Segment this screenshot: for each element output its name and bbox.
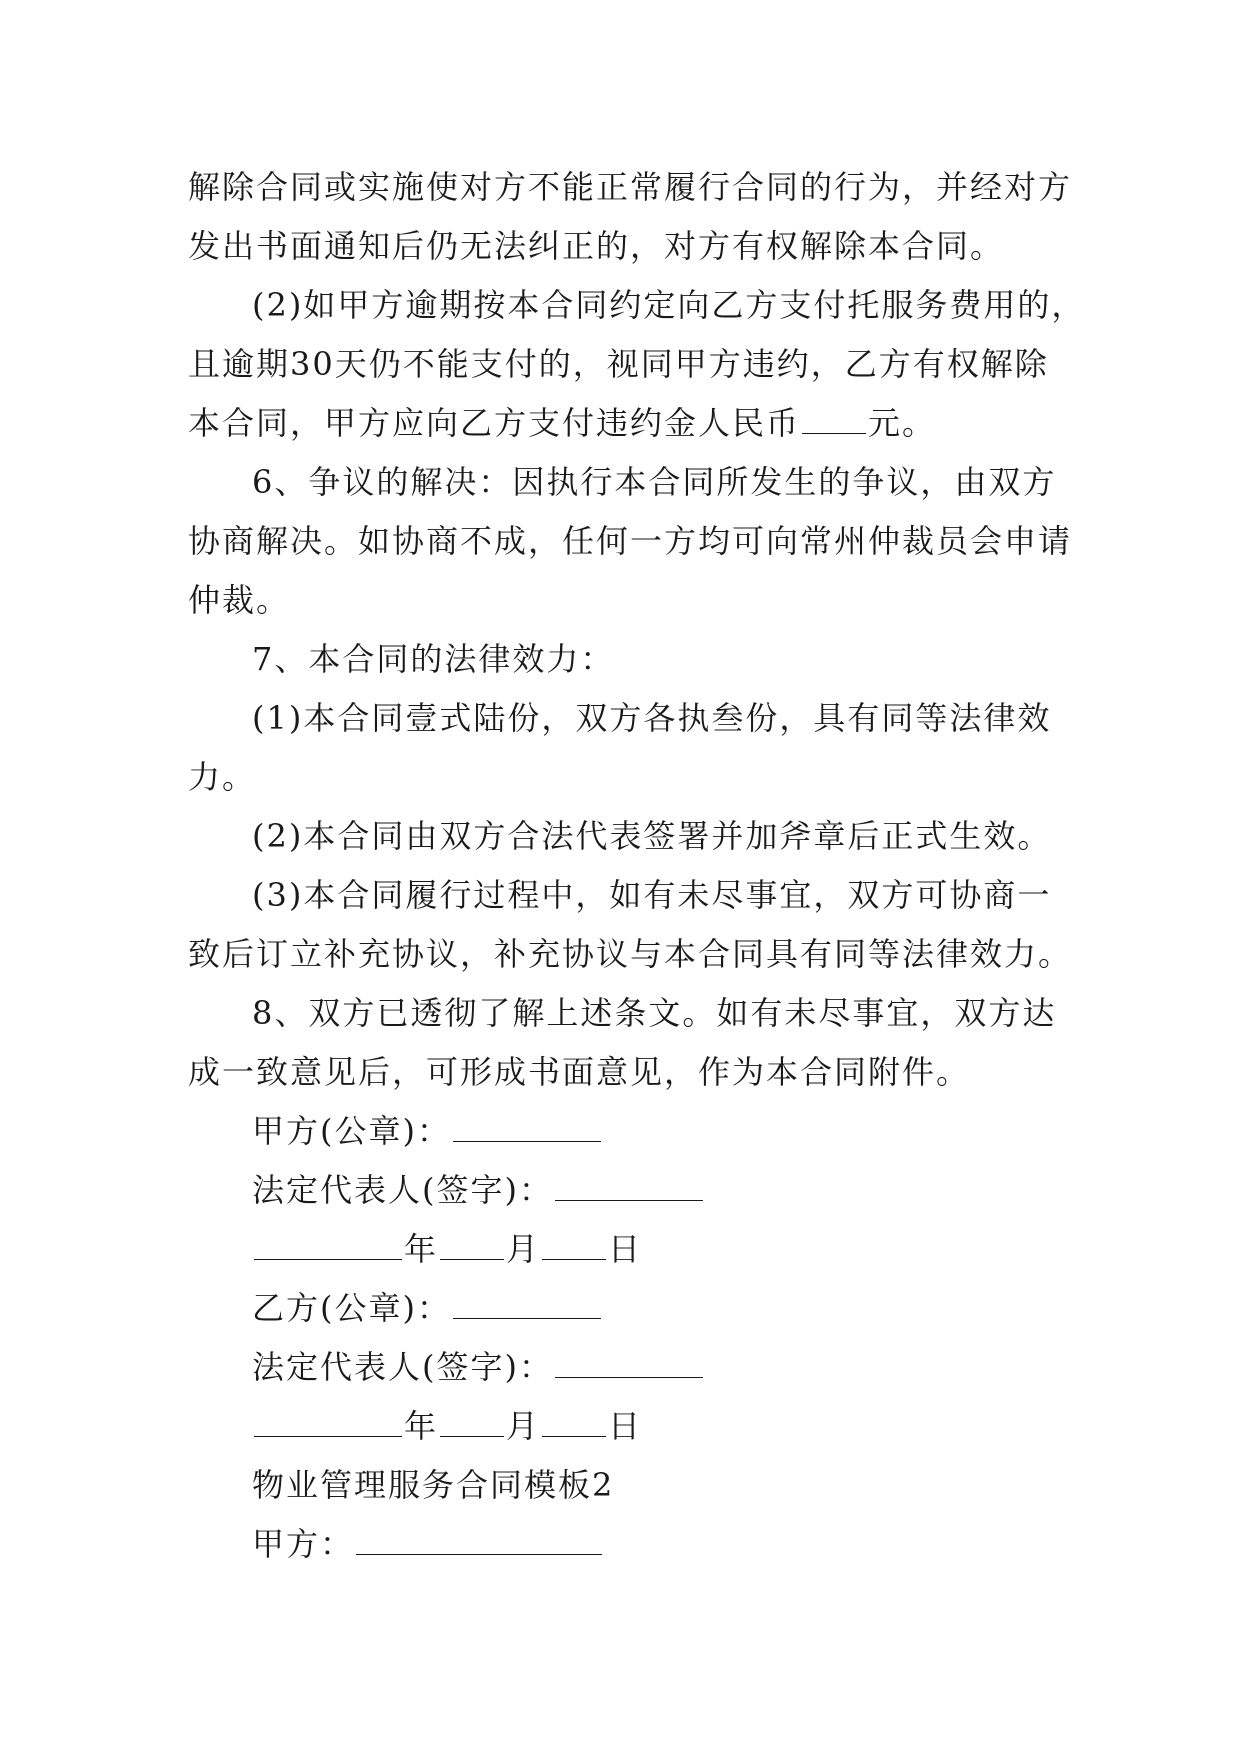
day-label: 日 [608, 1230, 643, 1268]
year-blank [254, 1406, 402, 1437]
day-label: 日 [608, 1407, 643, 1445]
text-line: 发出书面通知后仍无法纠正的，对方有权解除本合同。 [188, 227, 1005, 265]
party-a-seal-label: 甲方(公章)： [252, 1112, 451, 1150]
text-line: (2)如甲方逾期按本合同约定向乙方支付托服务费用的， [252, 286, 1086, 324]
text-line: 致后订立补充协议，补充协议与本合同具有同等法律效力。 [188, 935, 1073, 973]
text-line: (3)本合同履行过程中，如有未尽事宜，双方可协商一 [252, 876, 1052, 914]
year-label: 年 [404, 1230, 439, 1268]
day-blank [542, 1406, 606, 1437]
party-b-date-line [188, 1397, 1068, 1456]
text-line: 协商解决。如协商不成，任何一方均可向常州仲裁员会申请 [188, 522, 1073, 560]
party-b-seal-line [188, 1279, 1068, 1338]
party-b-seal-label: 乙方(公章)： [252, 1289, 451, 1327]
text-line [188, 394, 1068, 453]
month-blank [440, 1406, 504, 1437]
day-blank [542, 1229, 606, 1260]
party-a-date-line [188, 1220, 1068, 1279]
text-line: 6、争议的解决：因执行本合同所发生的争议，由双方 [252, 463, 1057, 501]
blank-field [802, 403, 866, 434]
text-line: 成一致意见后，可形成书面意见，作为本合同附件。 [188, 1053, 971, 1091]
month-label: 月 [506, 1230, 541, 1268]
text-line: 且逾期30天仍不能支付的，视同甲方违约，乙方有权解除 [188, 345, 1049, 383]
text-line: 仲裁。 [188, 581, 291, 619]
party-a-rep-line [188, 1161, 1068, 1220]
text-line: 力。 [188, 758, 257, 796]
text-fragment: 元。 [868, 404, 937, 442]
template2-party-a-line [188, 1515, 1068, 1574]
party-a-seal-blank [453, 1111, 601, 1142]
party-b-rep-blank [555, 1347, 703, 1378]
party-b-rep-line [188, 1338, 1068, 1397]
party-a-rep-label: 法定代表人(签字)： [252, 1171, 553, 1209]
party-a-seal-line [188, 1102, 1068, 1161]
party-a-rep-blank [555, 1170, 703, 1201]
template2-party-a-blank [356, 1524, 602, 1555]
party-b-rep-label: 法定代表人(签字)： [252, 1348, 553, 1386]
text-line: 8、双方已透彻了解上述条文。如有未尽事宜，双方达 [252, 994, 1057, 1032]
text-fragment: 本合同，甲方应向乙方支付违约金人民币 [188, 404, 801, 442]
year-blank [254, 1229, 402, 1260]
month-label: 月 [506, 1407, 541, 1445]
template2-party-a-label: 甲方： [252, 1525, 355, 1563]
year-label: 年 [404, 1407, 439, 1445]
party-b-seal-blank [453, 1288, 601, 1319]
text-line: 解除合同或实施使对方不能正常履行合同的行为，并经对方 [188, 168, 1073, 206]
text-line: (1)本合同壹式陆份，双方各执叁份，具有同等法律效 [252, 699, 1052, 737]
template2-title: 物业管理服务合同模板2 [252, 1466, 615, 1504]
month-blank [440, 1229, 504, 1260]
text-line: 7、本合同的法律效力： [252, 640, 615, 678]
text-line: (2)本合同由双方合法代表签署并加斧章后正式生效。 [252, 817, 1052, 855]
contract-body [188, 158, 1086, 1574]
